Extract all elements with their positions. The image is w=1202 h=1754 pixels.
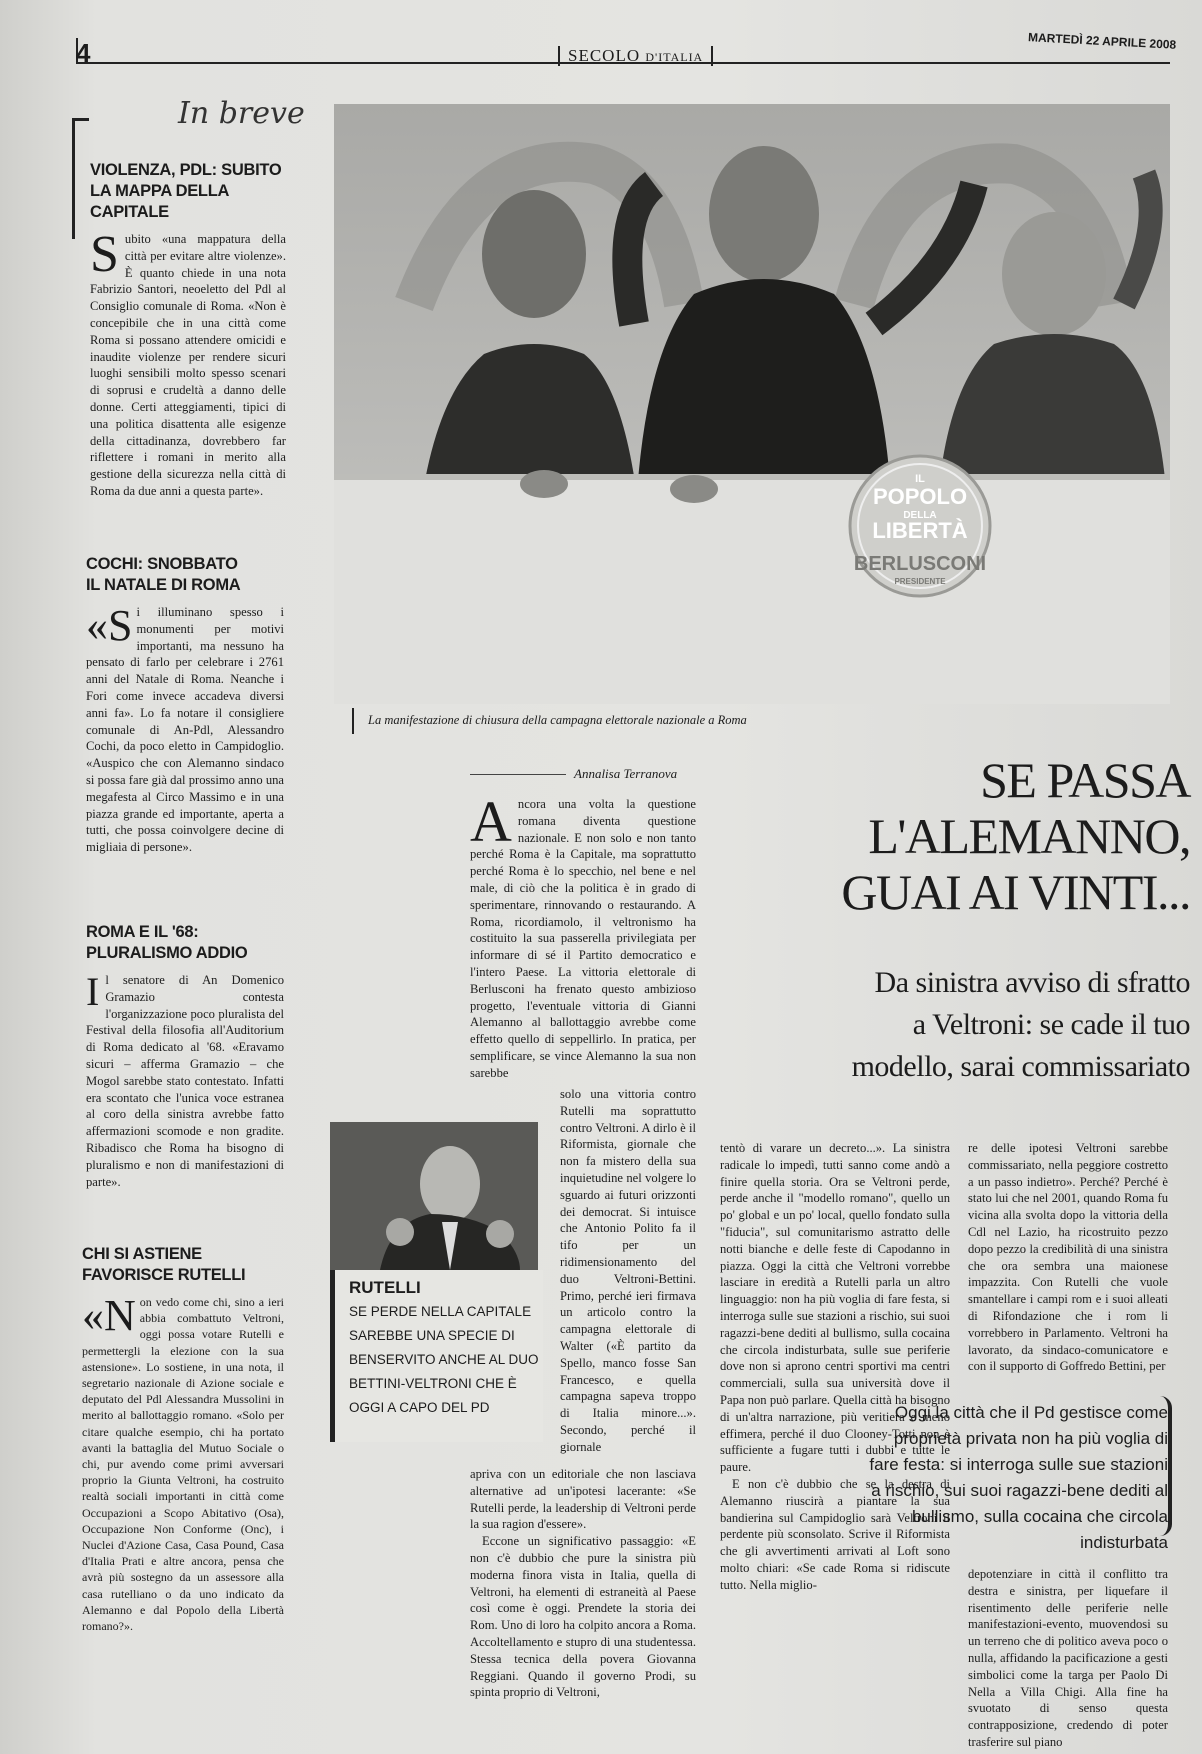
dropcap: «S (86, 601, 133, 650)
rally-photo-illustration (334, 104, 1170, 704)
article-subhead: Da sinistra avviso di sfratto a Veltroni: se cade il tuo modello, sarai commissariato (851, 966, 1190, 1083)
section-label: In breve (178, 96, 305, 131)
article-col1-bottom: apriva con un editoriale che non lasciava alternative ad un'ipotesi lacerante: «Se Rutelli perde, la leadership di Veltroni perde la sua ragion d'essere». Eccone un significativo passaggio: «E non c'è dubbio che pure la sinistra più moderna finora vista in Italia, quella di Veltroni, ha elementi di estraneità al Paese così come è oggi. Prendete la storia dei Rom. Uno di loro ha colpito ancora a Roma. Accoltellamento e stupro di una studentessa. Stessa tecnica della povera Giovanna Reggiani. Quando il governo Prodi, su spinta proprio di Veltroni, (470, 1467, 696, 1700)
article-col1-mid: solo una vittoria contro Rutelli ma soprattutto contro Veltroni. A dirlo è il Riformista, giornale che non fa mistero della sua inquietudine nel volgere lo sguardo ai futuri orizzonti dei democrat. Si intuisce che Antonio Polito fa il tifo per un ridimensionamento del duo Veltroni-Bettini. Primo, perché ieri firmava un articolo contro la campagna elettorale di Walter («È partito da Spello, manco fosse San Francesco, e quella campagna sapeva troppo di Italia minore...». Secondo, perché il giornale (560, 1087, 696, 1454)
pull-quote: Oggi la città che il Pd gestisce come proprietà privata non ha più voglia di fare festa: si interroga sulle sue stazioni a rischio, sui suoi ragazzi-bene dediti al bullismo, sulla cocaina che circola indisturbata (869, 1403, 1168, 1552)
article-dropcap: A (470, 789, 512, 854)
article-col2: tentò di varare un decreto...». La sinistra radicale lo impedì, tutti sanno come andò a finire quella storia. Ora se Veltroni perde, perde anche il "modello romano", quello un po' global e un po' local, quello fondato sulla "fiducia", sul comunitarismo astratto delle notti bianche e delle feste di Capodanno in piazza. Oggi la città che Veltroni vorrebbe lasciare in eredità a Rutelli parla un altro linguaggio: non ha più voglia di fare festa, si interroga sulle sue stazioni a rischio, sui suoi ragazzi-bene dediti al bullismo, sulla cocaina che circola indisturbata, sulle sue periferie dove non si aprono centri sportivi ma centri commerciali, sulla sua università dove il Papa non può parlare. Quella città ha bisogno di un'altra narrazione, più veritiera e meno effimera, perché il duo Clooney-Totti non è sufficiente a fugare tutti i dubbi e tutte le paure. E non c'è dubbio che se la destra di Alemanno riuscirà a piantare la sua bandierina sul Campidoglio sarà Veltroni il perdente più sconsolato. Scrive il Riformista che gli avvertimenti arrivati al Loft sono molto chiari: «Se cade Roma si ridiscute tutto. Nella miglio- (720, 1141, 950, 1592)
page-number: 4 (76, 38, 91, 68)
logo-text-1: IL (915, 473, 925, 485)
main-photo (334, 104, 1170, 704)
issue-date: MARTEDÌ 22 APRILE 2008 (1027, 30, 1177, 52)
masthead-main: SECOLO (568, 46, 641, 65)
dropcap: S (90, 226, 119, 283)
pull-quote-bracket (1160, 1396, 1172, 1536)
brief-text: «Si illuminano spesso i monumenti per motivi importanti, ma nessuno ha pensato di farlo per celebrare i 2761 anni del Natale di Roma. Neanche i Fori come invece accadeva diversi anni fa». Lo fa notare il consigliere comunale di An-Pdl, Alessandro Cochi, da poco eletto in Campidoglio. «Auspico che con Alemanno sindaco si possa fare già dal prossimo anno una megafesta al Circo Massimo e in una piazza grande ed importante, aperta a tutti, che possa coinvolgere decine di migliaia di persone». (86, 601, 284, 855)
brief-1 (90, 160, 286, 500)
caption-bar (352, 708, 354, 734)
brief-text: Subito «una mappatura della città per evitare altre violenze». È quanto chiede in una nota Fabrizio Santori, neoeletto del Pdl al Consiglio comunale di Roma. «Non è concepibile che in una città come Roma si possano attendere omicidi e inaudite violenze per rendere sicuri luoghi sensibili molto spesso scenari di soprusi e crudeltà a danno delle donne. Certi atteggiamenti, tipici di una politica disattenta alle esigenze della cittadinanza, dovrebbero far riflettere i romani in merito alla gestione della sicurezza nella città di Roma da due anni a questa parte». (90, 226, 286, 498)
rutelli-photo (330, 1122, 538, 1270)
byline: Annalisa Terranova (574, 766, 678, 781)
article-col3-bottom: depotenziare in città il conflitto tra destra e sinistra, per liquefare il risentimento delle periferie nelle manifestazioni-evento, muovendosi su un terreno che di politico aveva poco o nulla, affidando la pacificazione a gesti simbolici come la targa per Paolo Di Nella a Villa Chigi. Alla fine ha svuotato di senso questa contrapposizione, credendo di poter trasferire sul piano (968, 1567, 1168, 1749)
dropcap: I (86, 969, 100, 1014)
logo-text-3: DELLA (903, 510, 937, 521)
sidebar-bracket (72, 118, 89, 239)
masthead (558, 46, 713, 66)
masthead-small: D'ITALIA (645, 50, 704, 64)
rutelli-box (330, 1270, 543, 1442)
rutelli-photo-illustration (330, 1122, 538, 1270)
brief-text: «Non vedo come chi, sino a ieri abbia combattuto Veltroni, oggi possa votare Rutelli e permettergli la elezione con la sua astensione». Lo sostiene, in una nota, il segretario nazionale di Azione sociale e deputato del Pdl Alessandra Mussolini in merito al ballottaggio romano. «Solo per citare qualche esempio, chi ha portato avanti la battaglia del Mutuo Sociale o chi, pur avendo come primi avversari proprio la Giunta Veltroni, ha costruito realtà sociali importanti in città come Occupazioni a Scopo Abitativo (Osa), Occupazione Non Conforme (Onc), i Nuclei d'Azione Casa, Casa Pound, Casa d'Italia Prati e altre ancora, pensa che avrà più sostegno da un assessore alla casa rutelliano o da uno indicato da Alemanno e dal Popolo della Libertà romano?». (82, 1291, 284, 1634)
brief-headline: ROMA E IL '68: PLURALISMO ADDIO (86, 923, 248, 962)
article-col1-top: Ancora una volta la questione romana diventa questione nazionale. E non solo e non tanto perché Roma è la Capitale, ma soprattutto perché Roma è lo specchio, nel bene e nel male, di ciò che la politica è in grado di sperimentare, rinnovando o restaurando. A Roma, ricordiamolo, il veltronismo ha costituito la sua passerella privilegiata per informare di sé il Partito democratico e l'intero Paese. La vittoria elettorale di Berlusconi ha frenato questo ambizioso progetto, l'eventuale vittoria di Gianni Alemanno al ballottaggio avrebbe come effetto quello di seppellirlo. In pratica, per semplificare, se vince Alemanno la sua non sarebbe (470, 789, 696, 1080)
article-headline: SE PASSA L'ALEMANNO, GUAI AI VINTI... (841, 752, 1190, 920)
photo-caption: La manifestazione di chiusura della campagna elettorale nazionale a Roma (368, 713, 747, 727)
rutelli-text: SE PERDE NELLA CAPITALE SAREBBE UNA SPECIE DI BENSERVITO ANCHE AL DUO BETTINI-VELTRONI CHE È OGGI A CAPO DEL PD (349, 1304, 539, 1415)
logo-text-4: LIBERTÀ (872, 518, 968, 543)
byline-rule (470, 774, 566, 775)
dropcap: «N (82, 1291, 136, 1340)
logo-sub: PRESIDENTE (894, 577, 946, 586)
article-col3-top: re delle ipotesi Veltroni sarebbe commissariato, nella peggiore costretto a un passo indietro». Perché? Perché è stato lui che nel 2001, quando Roma fu vicina alla svolta dopo la vittoria della Cdl nel Lazio, ha ricostruito pezzo dopo pezzo la credibilità di una sinistra che ora sembra una maionese impazzita. Con Rutelli che vuole smantellare i campi rom e i suoi alleati di Rifondazione che i rom li vorrebbero in Parlamento. Veltroni ha lavorato, da sindaco-comunicatore e con il supporto di Goffredo Bettini, per (968, 1141, 1168, 1374)
brief-headline: CHI SI ASTIENE FAVORISCE RUTELLI (82, 1245, 246, 1284)
brief-3 (86, 922, 284, 1190)
rutelli-title: RUTELLI (349, 1278, 421, 1297)
brief-2 (86, 554, 284, 856)
brief-headline: VIOLENZA, PDL: SUBITO LA MAPPA DELLA CAPITALE (90, 161, 282, 221)
brief-headline: COCHI: SNOBBATO IL NATALE DI ROMA (86, 555, 241, 594)
brief-4 (82, 1244, 284, 1634)
brief-text: Il senatore di An Domenico Gramazio contesta l'organizzazione poco pluralista del Festival della filosofia all'Auditorium di Roma dedicato al '68. «Eravamo sicuri – afferma Gramazio – che Mogol sarebbe stato contestato. Infatti era scontato che l'unica voce estranea al coro della sinistra avrebbe fatto affermazioni scomode e non gradite. Ribadisco che Roma ha bisogno di pluralismo e non di manifestazioni di parte». (86, 969, 284, 1189)
logo-text-2: POPOLO (872, 484, 968, 509)
logo-name: BERLUSCONI (853, 553, 987, 575)
